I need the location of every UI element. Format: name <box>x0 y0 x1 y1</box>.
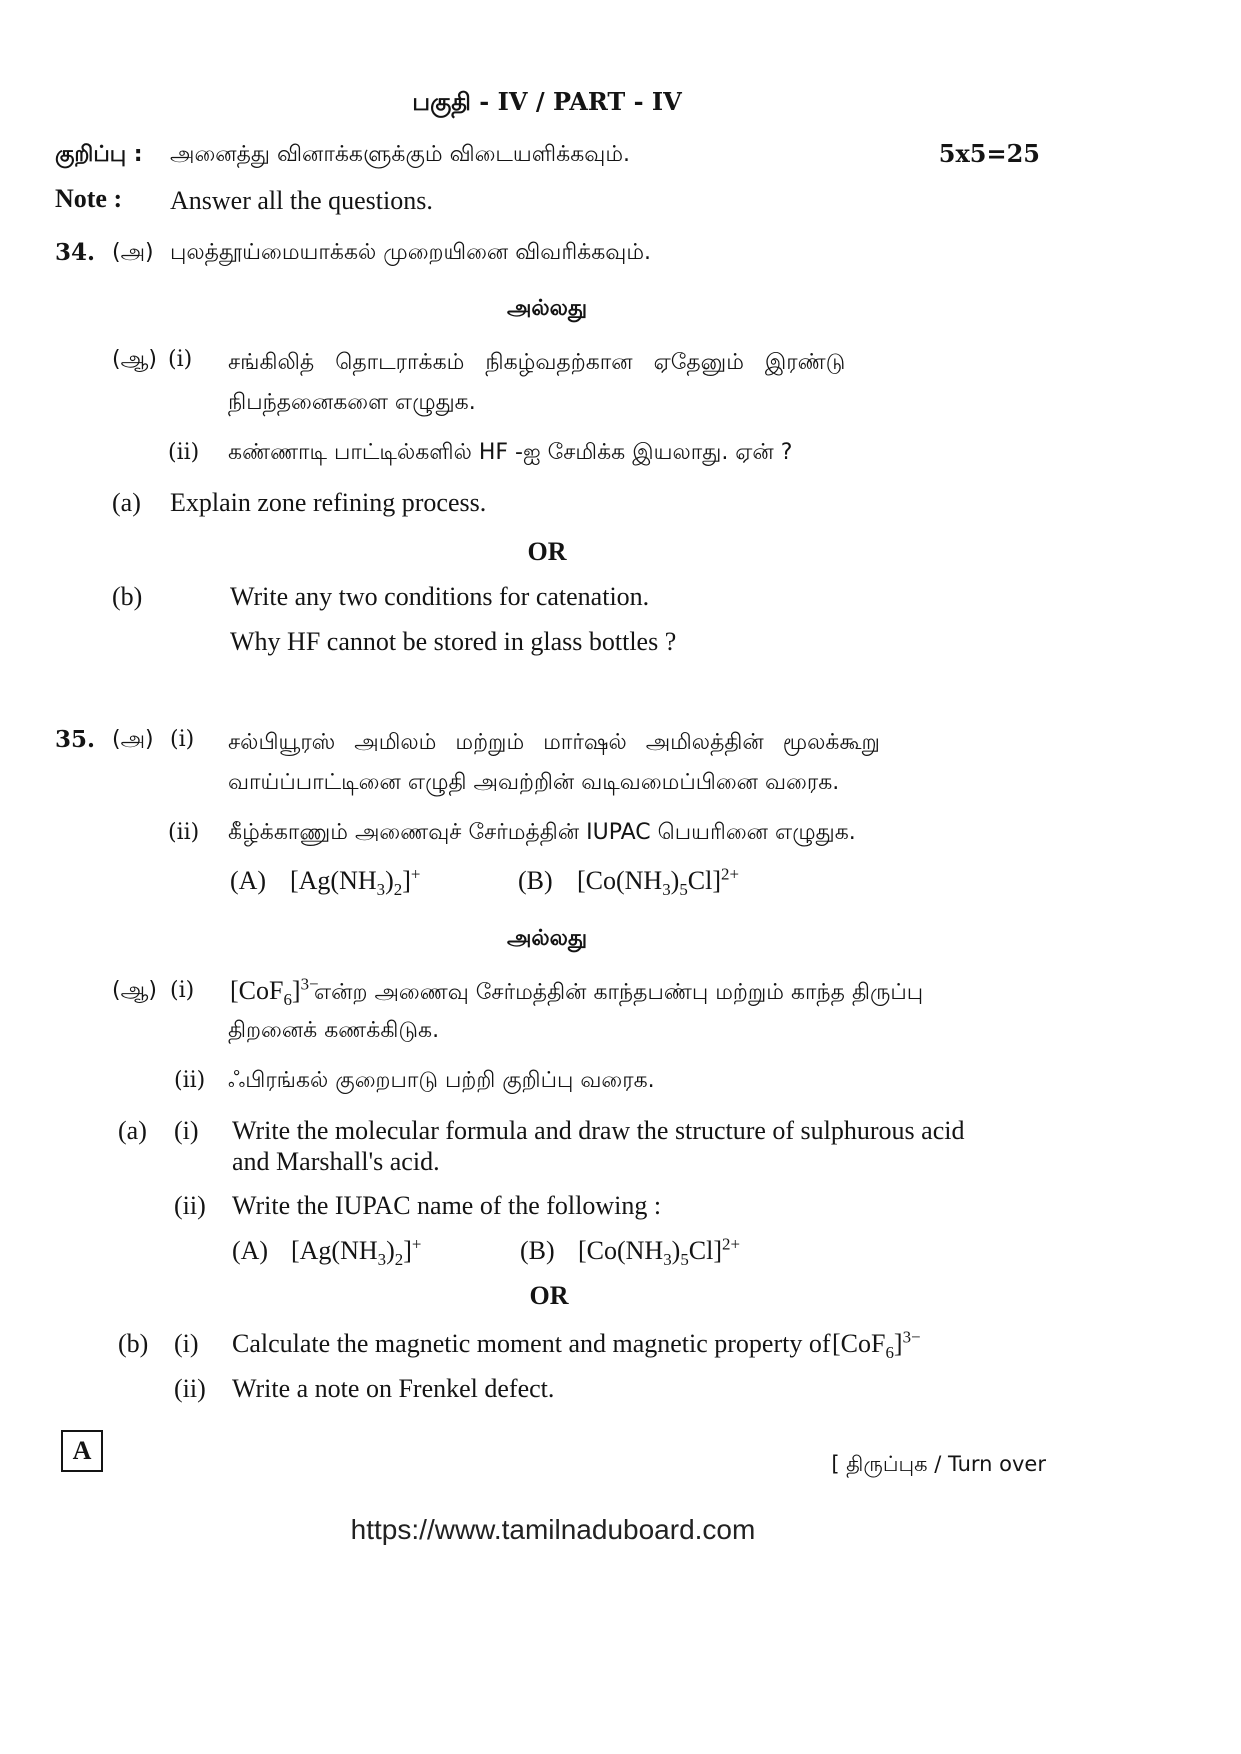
q35-english-option-b-label: (B) <box>520 1236 555 1265</box>
q35-a-i-line2-english: and Marshall's acid. <box>232 1147 440 1176</box>
q35-tamil-formula-b: $[Co(NH_3)_5Cl]^{2+}$ <box>577 864 740 900</box>
q35-a-i-label-english: (i) <box>174 1116 199 1145</box>
q35-a-ii-text-tamil: கீழ்க்காணும் அணைவுச் சேர்மத்தின் IUPAC பெயரினை எழுதுக. <box>228 820 856 845</box>
q34-b-ii-label-tamil: (ii) <box>168 440 200 465</box>
q34-a-label-english: (a) <box>112 488 141 517</box>
q35-a-ii-text-english: Write the IUPAC name of the following : <box>232 1191 662 1220</box>
q34-b-i-line1-tamil: சங்கிலித் தொடராக்கம் நிகழ்வதற்கான ஏதேனும் இரண்டு <box>228 350 846 375</box>
q35-b-i-text-english: Calculate the magnetic moment and magnetic property of <box>232 1329 831 1358</box>
question-34-number: 34. <box>55 239 96 266</box>
turn-over-label: [ திருப்புக / Turn over <box>831 1452 1046 1476</box>
q35-b-ii-label-english: (ii) <box>174 1374 206 1403</box>
q34-a-text-tamil: புலத்தூய்மையாக்கல் முறையினை விவரிக்கவும். <box>170 240 652 265</box>
q35-english-formula-a: $[Ag(NH_3)_2]^+$ <box>291 1234 422 1270</box>
q35-a-label-english: (a) <box>118 1116 147 1145</box>
q34-or-tamil: அல்லது <box>506 296 588 321</box>
q35-b-i-line2-tamil: திறனைக் கணக்கிடுக. <box>228 1018 440 1043</box>
q34-b-i-line2-tamil: நிபந்தனைகளை எழுதுக. <box>228 390 476 415</box>
q35-b-ii-text-tamil: ஃபிரங்கல் குறைபாடு பற்றி குறிப்பு வரைக. <box>228 1068 655 1093</box>
q34-b-label-english: (b) <box>112 582 143 611</box>
q35-tamil-option-a-label: (A) <box>230 866 267 895</box>
q35-or-english: OR <box>529 1281 569 1310</box>
note-text-english: Answer all the questions. <box>170 186 433 215</box>
q34-b-i-text-english: Write any two conditions for catenation. <box>230 582 650 611</box>
q35-or-tamil: அல்லது <box>506 926 588 951</box>
q34-b-i-label-tamil: (i) <box>168 347 193 372</box>
q35-b-i-formula-tamil: $[CoF_6]^{3-}$ <box>230 974 319 1010</box>
q35-b-label-english: (b) <box>118 1329 149 1358</box>
q35-b-i-label-english: (i) <box>174 1329 199 1358</box>
q35-b-ii-text-english: Write a note on Frenkel defect. <box>232 1374 555 1403</box>
q35-a-label-tamil: (அ) <box>112 727 154 752</box>
note-label-tamil: குறிப்பு : <box>55 142 143 167</box>
paper-code-box: A <box>61 1430 103 1472</box>
website-url[interactable]: https://www.tamilnaduboard.com <box>350 1514 756 1545</box>
q35-a-i-line1-tamil: சல்பியூரஸ் அமிலம் மற்றும் மார்ஷல் அமிலத்தின் மூலக்கூறு <box>228 730 880 755</box>
q34-or-english: OR <box>527 537 567 566</box>
q35-a-ii-label-english: (ii) <box>174 1191 206 1220</box>
q35-b-ii-label-tamil: (ii) <box>174 1068 206 1093</box>
q34-b-ii-text-tamil: கண்ணாடி பாட்டில்களில் HF -ஐ சேமிக்க இயலாது. ஏன் ? <box>228 440 793 465</box>
q35-a-i-line1-english: Write the molecular formula and draw the structure of sulphurous acid <box>232 1116 965 1145</box>
q35-a-ii-label-tamil: (ii) <box>168 820 200 845</box>
q34-b-ii-text-english: Why HF cannot be stored in glass bottles ? <box>230 627 677 656</box>
q34-a-label-tamil: (அ) <box>112 240 154 265</box>
marks-label: 5x5=25 <box>938 139 1040 168</box>
question-35-number: 35. <box>55 726 96 753</box>
q35-tamil-option-b-label: (B) <box>518 866 553 895</box>
note-text-tamil: அனைத்து வினாக்களுக்கும் விடையளிக்கவும். <box>170 142 631 167</box>
q35-b-i-formula-english: $[CoF_6]^{3-}$ <box>832 1327 921 1363</box>
q35-a-i-line2-tamil: வாய்ப்பாட்டினை எழுதி அவற்றின் வடிவமைப்பினை வரைக. <box>228 770 840 795</box>
q35-b-label-tamil: (ஆ) <box>112 978 157 1003</box>
part-title: பகுதி - IV / PART - IV <box>412 87 682 116</box>
q35-b-i-line1-tamil: என்ற அணைவு சேர்மத்தின் காந்தபண்பு மற்றும் காந்த திருப்பு <box>314 980 924 1005</box>
q34-a-text-english: Explain zone refining process. <box>170 488 487 517</box>
q35-b-i-label-tamil: (i) <box>170 978 195 1003</box>
q34-b-label-tamil: (ஆ) <box>112 347 157 372</box>
q35-a-i-label-tamil: (i) <box>170 727 195 752</box>
q35-english-option-a-label: (A) <box>232 1236 269 1265</box>
q35-tamil-formula-a: $[Ag(NH_3)_2]^+$ <box>290 864 421 900</box>
q35-english-formula-b: $[Co(NH_3)_5Cl]^{2+}$ <box>578 1234 741 1270</box>
note-label-english: Note : <box>55 184 123 213</box>
